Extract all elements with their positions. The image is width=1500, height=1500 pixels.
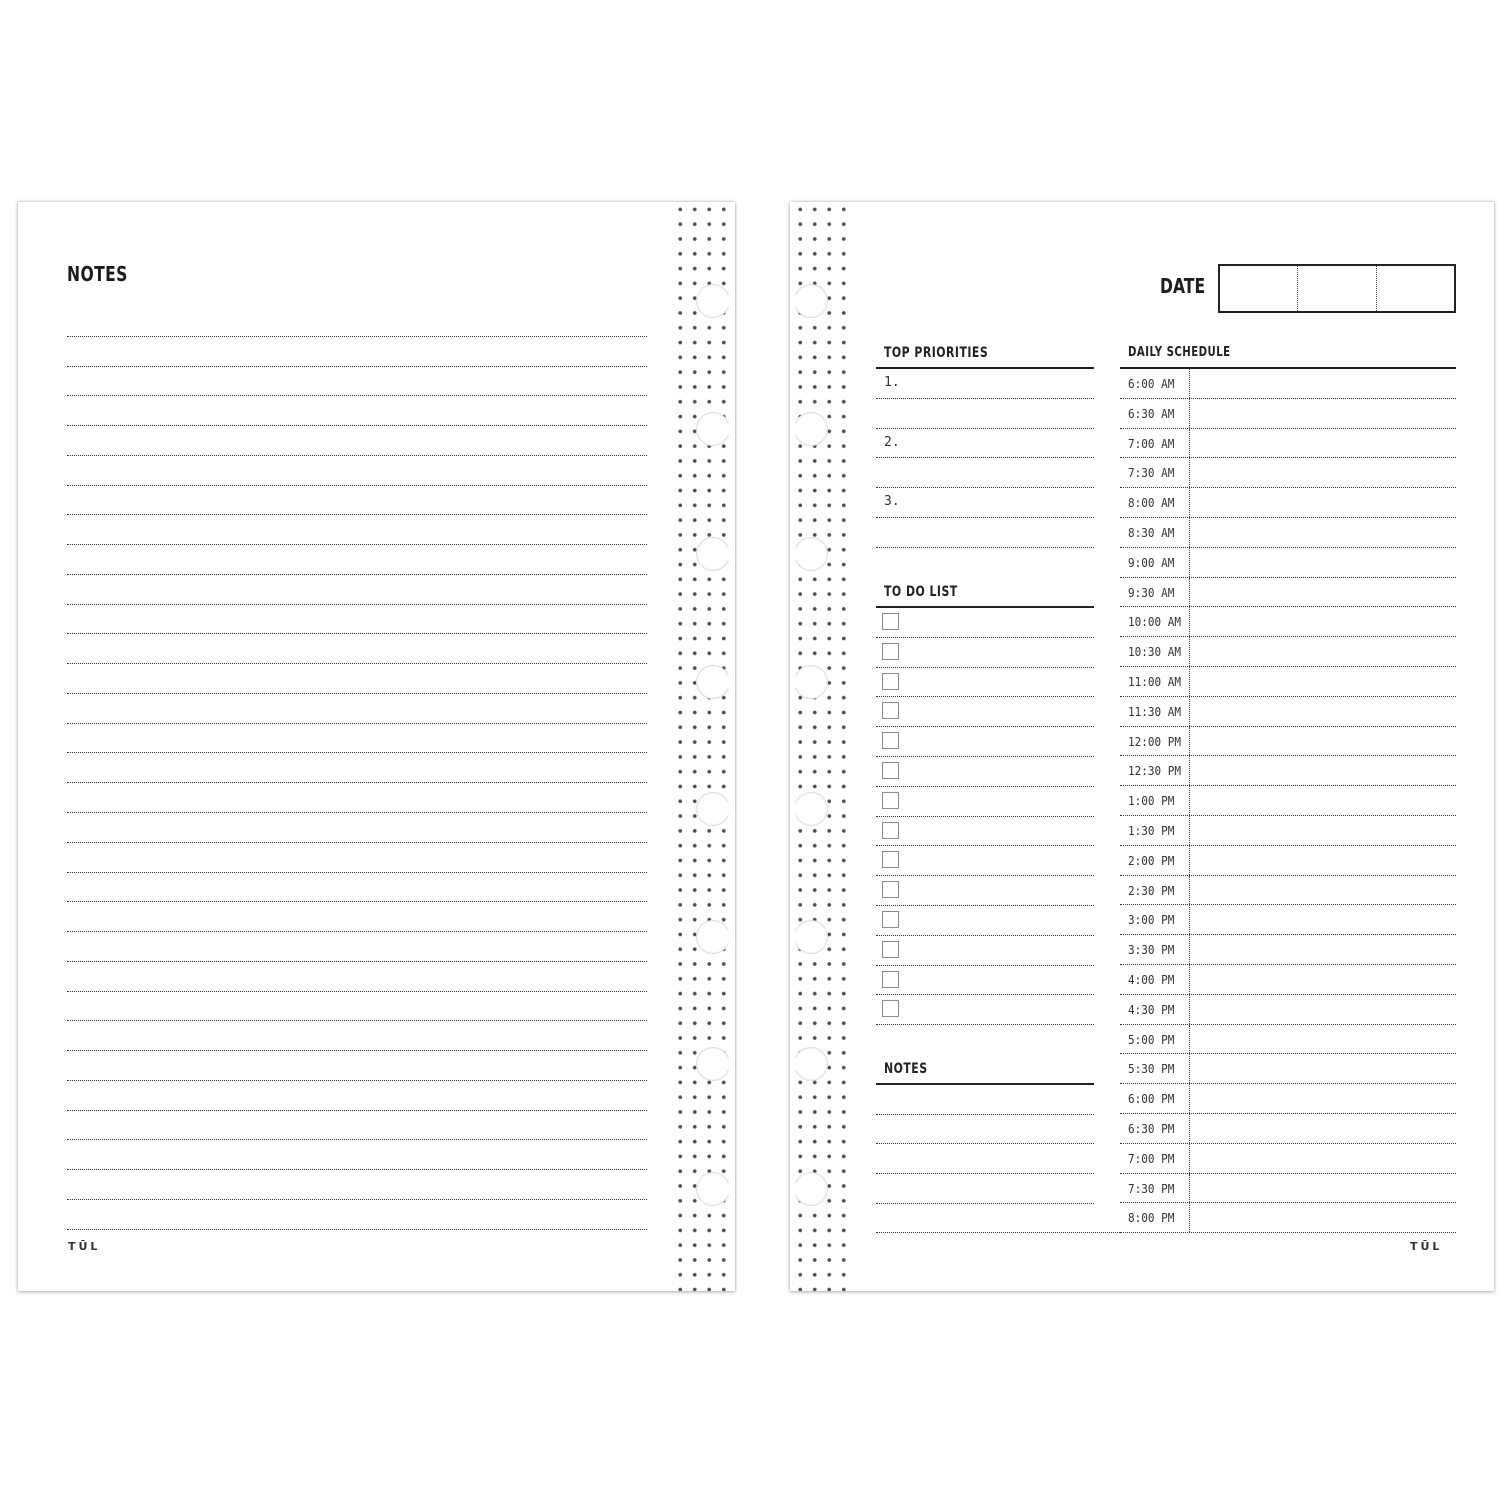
- notes-line[interactable]: [67, 456, 647, 486]
- checkbox-icon[interactable]: [882, 673, 899, 690]
- checkbox-icon[interactable]: [882, 792, 899, 809]
- date-cell-month[interactable]: [1220, 266, 1298, 311]
- binding-disc-slot: [713, 548, 735, 560]
- notes-ruled-lines[interactable]: [67, 307, 647, 1230]
- binding-disc-slot: [790, 423, 812, 435]
- schedule-time-cell: [1120, 399, 1190, 428]
- checkbox-icon[interactable]: [882, 702, 899, 719]
- schedule-time-cell: [1120, 846, 1190, 875]
- notes-line[interactable]: [67, 813, 647, 843]
- notes-line[interactable]: [67, 575, 647, 605]
- schedule-time-label: 3:00 PM: [1128, 912, 1175, 928]
- schedule-slot[interactable]: [1120, 816, 1456, 846]
- schedule-slot[interactable]: [1120, 429, 1456, 459]
- schedule-time-cell: [1120, 1084, 1190, 1113]
- priority-number: 1.: [884, 375, 900, 390]
- schedule-time-label: 3:30 PM: [1128, 942, 1175, 958]
- schedule-time-label: 7:30 PM: [1128, 1180, 1175, 1196]
- to-do-item[interactable]: [876, 906, 1094, 936]
- notes-line[interactable]: [67, 962, 647, 992]
- schedule-time-cell: [1120, 518, 1190, 547]
- checkbox-icon[interactable]: [882, 822, 899, 839]
- priority-number: 3.: [884, 494, 900, 510]
- schedule-time-label: 5:00 PM: [1128, 1031, 1175, 1047]
- schedule-time-cell: [1120, 876, 1190, 905]
- schedule-time-label: 8:00 AM: [1128, 495, 1175, 511]
- binding-disc-slot: [713, 931, 735, 943]
- notes-line[interactable]: [67, 1051, 647, 1081]
- schedule-time-label: 11:30 AM: [1128, 703, 1181, 719]
- schedule-time-cell: [1120, 697, 1190, 726]
- schedule-time-label: 11:00 AM: [1128, 674, 1181, 689]
- schedule-time-cell: [1120, 965, 1190, 994]
- notes-line[interactable]: [67, 426, 647, 456]
- schedule-time-cell: [1120, 488, 1190, 517]
- schedule-time-cell: [1120, 607, 1190, 636]
- date-cell-day[interactable]: [1298, 266, 1376, 311]
- schedule-time-label: 7:30 AM: [1128, 465, 1175, 481]
- notes-line[interactable]: [67, 1170, 647, 1200]
- notes-line[interactable]: [67, 753, 647, 783]
- notes-line[interactable]: [67, 694, 647, 724]
- notes-line[interactable]: [67, 605, 647, 635]
- notes-line[interactable]: [67, 664, 647, 694]
- to-do-item[interactable]: [876, 876, 1094, 906]
- page-bottom-rule: [876, 1232, 1456, 1233]
- binding-disc-slot: [713, 295, 735, 307]
- notes-line[interactable]: [67, 932, 647, 962]
- notes-line[interactable]: [876, 1203, 1094, 1233]
- notes-heading: NOTES: [884, 1061, 928, 1077]
- schedule-time-label: 10:30 AM: [1128, 644, 1181, 660]
- schedule-slot[interactable]: [1120, 399, 1456, 429]
- schedule-slot[interactable]: [1120, 488, 1456, 518]
- schedule-slot[interactable]: [1120, 607, 1456, 637]
- schedule-slot[interactable]: [1120, 667, 1456, 697]
- to-do-item[interactable]: [876, 608, 1094, 638]
- binding-disc-slot: [713, 1058, 735, 1070]
- schedule-slot[interactable]: [1120, 697, 1456, 727]
- schedule-time-cell: [1120, 667, 1190, 696]
- schedule-time-label: 10:00 AM: [1128, 614, 1181, 630]
- notes-line[interactable]: [67, 902, 647, 932]
- schedule-slot[interactable]: [1120, 1174, 1456, 1204]
- schedule-time-label: 1:00 PM: [1128, 793, 1175, 809]
- schedule-slot[interactable]: [1120, 965, 1456, 995]
- notes-line[interactable]: [67, 873, 647, 903]
- schedule-time-label: 5:30 PM: [1128, 1061, 1175, 1077]
- schedule-time-label: 1:30 PM: [1128, 823, 1175, 838]
- schedule-time-cell: [1120, 1174, 1190, 1203]
- notes-line[interactable]: [67, 634, 647, 664]
- binding-disc-slot: [790, 295, 812, 307]
- checkbox-icon[interactable]: [882, 971, 899, 988]
- binding-disc-slot: [790, 803, 812, 815]
- checkbox-icon[interactable]: [882, 613, 899, 630]
- date-field[interactable]: [1218, 264, 1456, 313]
- schedule-time-cell: [1120, 1114, 1190, 1143]
- schedule-slot[interactable]: [1120, 786, 1456, 816]
- schedule-time-label: 7:00 PM: [1128, 1150, 1175, 1166]
- schedule-slot[interactable]: [1120, 1144, 1456, 1174]
- schedule-slot[interactable]: [1120, 905, 1456, 935]
- notes-line[interactable]: [67, 337, 647, 367]
- checkbox-icon[interactable]: [882, 1000, 899, 1017]
- checkbox-icon[interactable]: [882, 911, 899, 928]
- schedule-time-cell: [1120, 727, 1190, 756]
- checkbox-icon[interactable]: [882, 643, 899, 660]
- notes-line[interactable]: [67, 545, 647, 575]
- schedule-slot[interactable]: [1120, 518, 1456, 548]
- to-do-item[interactable]: [876, 697, 1094, 727]
- checkbox-icon[interactable]: [882, 762, 899, 779]
- to-do-item[interactable]: [876, 638, 1094, 668]
- schedule-slot[interactable]: [1120, 1114, 1456, 1144]
- notes-line[interactable]: [876, 1144, 1094, 1174]
- schedule-time-cell: [1120, 548, 1190, 577]
- schedule-time-label: 12:30 PM: [1128, 763, 1181, 779]
- checkbox-icon[interactable]: [882, 732, 899, 749]
- schedule-slot[interactable]: [1120, 727, 1456, 757]
- notes-page: [18, 202, 735, 1291]
- schedule-time-cell: [1120, 429, 1190, 458]
- to-do-item[interactable]: [876, 787, 1094, 817]
- schedule-slot[interactable]: [1120, 935, 1456, 965]
- schedule-slot[interactable]: [1120, 995, 1456, 1025]
- brand-logo: TŪL: [1410, 1240, 1443, 1253]
- notes-line[interactable]: [67, 307, 647, 337]
- schedule-time-cell: [1120, 578, 1190, 607]
- schedule-time-label: 6:00 PM: [1128, 1091, 1175, 1107]
- priority-line[interactable]: [876, 399, 1094, 429]
- priority-line[interactable]: [876, 369, 1094, 399]
- schedule-time-label: 8:30 AM: [1128, 525, 1175, 540]
- schedule-time-label: 8:00 PM: [1128, 1210, 1175, 1226]
- schedule-slot[interactable]: [1120, 756, 1456, 786]
- notes-line[interactable]: [67, 486, 647, 516]
- binding-dot-strip: [673, 202, 731, 1291]
- notes-line[interactable]: [67, 1111, 647, 1141]
- notes-line[interactable]: [67, 783, 647, 813]
- to-do-item[interactable]: [876, 817, 1094, 847]
- notes-line[interactable]: [67, 396, 647, 426]
- schedule-time-label: 6:00 AM: [1128, 376, 1175, 391]
- notes-line[interactable]: [67, 1081, 647, 1111]
- checkbox-icon[interactable]: [882, 941, 899, 958]
- schedule-time-label: 4:30 PM: [1128, 1001, 1175, 1017]
- checkbox-icon[interactable]: [882, 851, 899, 868]
- schedule-slot[interactable]: [1120, 876, 1456, 906]
- date-label: DATE: [1160, 274, 1206, 298]
- binding-dot-strip: [793, 202, 851, 1291]
- brand-logo: TŪL: [68, 1240, 101, 1253]
- priority-line[interactable]: [876, 488, 1094, 518]
- notes-line[interactable]: [67, 367, 647, 397]
- schedule-time-label: 7:00 AM: [1128, 435, 1175, 451]
- to-do-item[interactable]: [876, 936, 1094, 966]
- schedule-time-cell: [1120, 1025, 1190, 1054]
- schedule-time-label: 2:30 PM: [1128, 882, 1175, 898]
- schedule-time-label: 6:30 PM: [1128, 1121, 1175, 1136]
- schedule-time-cell: [1120, 458, 1190, 487]
- schedule-time-label: 2:00 PM: [1128, 852, 1175, 868]
- to-do-item[interactable]: [876, 668, 1094, 698]
- schedule-time-cell: [1120, 1054, 1190, 1083]
- binding-disc-slot: [713, 803, 735, 815]
- schedule-time-cell: [1120, 1203, 1190, 1232]
- schedule-time-cell: [1120, 935, 1190, 964]
- schedule-time-cell: [1120, 905, 1190, 934]
- priority-line[interactable]: [876, 429, 1094, 459]
- schedule-time-label: 9:30 AM: [1128, 584, 1175, 600]
- notes-line[interactable]: [876, 1174, 1094, 1204]
- schedule-slot[interactable]: [1120, 1084, 1456, 1114]
- to-do-item[interactable]: [876, 727, 1094, 757]
- schedule-time-label: 9:00 AM: [1128, 554, 1175, 570]
- binding-disc-slot: [790, 1183, 812, 1195]
- schedule-time-cell: [1120, 637, 1190, 666]
- priority-line[interactable]: [876, 518, 1094, 548]
- schedule-time-cell: [1120, 369, 1190, 398]
- to-do-item[interactable]: [876, 995, 1094, 1025]
- schedule-slot[interactable]: [1120, 637, 1456, 667]
- binding-disc-slot: [713, 676, 735, 688]
- schedule-time-label: 4:00 PM: [1128, 972, 1175, 987]
- checkbox-icon[interactable]: [882, 881, 899, 898]
- notes-line[interactable]: [67, 1200, 647, 1230]
- notes-line[interactable]: [67, 515, 647, 545]
- schedule-time-label: 12:00 PM: [1128, 733, 1181, 749]
- schedule-time-cell: [1120, 756, 1190, 785]
- notes-line[interactable]: [876, 1085, 1094, 1115]
- schedule-slot[interactable]: [1120, 578, 1456, 608]
- schedule-time-cell: [1120, 995, 1190, 1024]
- schedule-slot[interactable]: [1120, 369, 1456, 399]
- binding-disc-slot: [790, 676, 812, 688]
- to-do-item[interactable]: [876, 757, 1094, 787]
- schedule-time-cell: [1120, 1144, 1190, 1173]
- schedule-slot[interactable]: [1120, 846, 1456, 876]
- to-do-list-heading: TO DO LIST: [884, 584, 958, 600]
- schedule-slot[interactable]: [1120, 1054, 1456, 1084]
- notes-page-title: NOTES: [67, 262, 128, 286]
- to-do-item[interactable]: [876, 966, 1094, 996]
- daily-planner-page: [790, 202, 1494, 1291]
- notes-line[interactable]: [67, 724, 647, 754]
- notes-line[interactable]: [67, 1140, 647, 1170]
- binding-disc-slot: [713, 423, 735, 435]
- schedule-time-cell: [1120, 816, 1190, 845]
- binding-disc-slot: [790, 1058, 812, 1070]
- schedule-slot[interactable]: [1120, 548, 1456, 578]
- notes-line[interactable]: [876, 1115, 1094, 1145]
- binding-disc-slot: [790, 931, 812, 943]
- daily-schedule-heading: DAILY SCHEDULE: [1128, 345, 1231, 360]
- schedule-slot[interactable]: [1120, 458, 1456, 488]
- priority-number: 2.: [884, 434, 900, 450]
- date-cell-year[interactable]: [1377, 266, 1454, 311]
- schedule-slot[interactable]: [1120, 1203, 1456, 1233]
- notes-line[interactable]: [67, 1021, 647, 1051]
- top-priorities-heading: TOP PRIORITIES: [884, 345, 989, 361]
- to-do-item[interactable]: [876, 846, 1094, 876]
- schedule-time-label: 6:30 AM: [1128, 405, 1175, 421]
- notes-line[interactable]: [67, 992, 647, 1022]
- binding-disc-slot: [713, 1183, 735, 1195]
- schedule-time-cell: [1120, 786, 1190, 815]
- schedule-slot[interactable]: [1120, 1025, 1456, 1055]
- binding-disc-slot: [790, 548, 812, 560]
- priority-line[interactable]: [876, 458, 1094, 488]
- notes-line[interactable]: [67, 843, 647, 873]
